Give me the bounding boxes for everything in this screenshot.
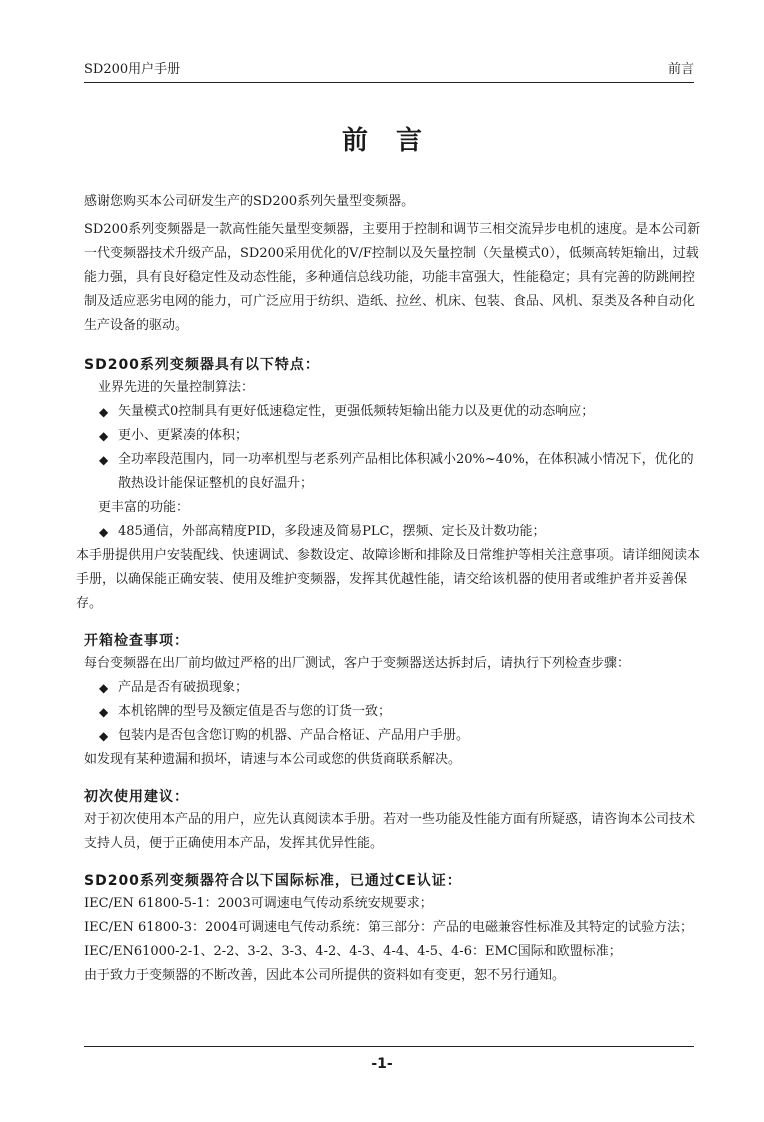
unpacking-intro: 每台变频器在出厂前均做过严格的出厂测试，客户于变频器送达拆封后，请执行下列检查步骤：	[84, 656, 631, 671]
standard-item: IEC/EN 61800-3：2004可调速电气传动系统：第三部分：产品的电磁兼容性标准及其特定的试验方法；	[84, 920, 694, 935]
diamond-bullet-icon: ◆	[99, 453, 109, 467]
feature-bullet-text: 全功率段范围内，同一功率机型与老系列产品相比体积减小20%~40%，在体积减小情况下，优化的散热设计能保证整机的良好温升；	[118, 452, 694, 491]
page-title: 前言	[341, 126, 450, 156]
header-section-title: 前言	[667, 62, 694, 77]
unpacking-heading: 开箱检查事项：	[84, 633, 189, 649]
first-use-paragraph: 对于初次使用本产品的用户，应先认真阅读本手册。若对一些功能及性能方面有所疑惑，请咨询本公司技术支持人员，便于正确使用本产品，发挥其优异性能。	[84, 812, 696, 851]
header-manual-title: SD200用户手册	[84, 62, 181, 77]
feature-bullet	[84, 520, 704, 544]
intro-paragraph: 感谢您购买本公司研发生产的SD200系列矢量型变频器。	[84, 194, 415, 209]
unpacking-bullet-text: 包装内是否包含您订购的机器、产品合格证、产品用户手册。	[118, 728, 470, 743]
features-subheading-1: 业界先进的矢量控制算法：	[98, 380, 255, 395]
diamond-bullet-icon: ◆	[99, 705, 109, 719]
page-header	[84, 60, 694, 83]
diamond-bullet-icon: ◆	[99, 429, 109, 443]
features-subheading-2: 更丰富的功能：	[98, 500, 190, 515]
diamond-bullet-icon: ◆	[99, 405, 109, 419]
standard-item: IEC/EN 61800-5-1：2003可调速电气传动系统安规要求；	[84, 896, 433, 911]
first-use-heading: 初次使用建议：	[84, 789, 189, 805]
unpacking-bullet-text: 本机铭牌的型号及额定值是否与您的订货一致；	[118, 704, 392, 719]
feature-bullet-text: 485通信，外部高精度PID，多段速及简易PLC，摆频、定长及计数功能；	[118, 524, 546, 539]
page-number: -1-	[371, 1056, 393, 1072]
diamond-bullet-icon: ◆	[99, 681, 109, 695]
feature-bullet	[84, 424, 704, 448]
footer-divider	[84, 1046, 694, 1047]
feature-bullet-text: 矢量模式0控制具有更好低速稳定性，更强低频转矩输出能力以及更优的动态响应；	[118, 404, 595, 419]
unpacking-outro: 如发现有某种遗漏和损坏，请速与本公司或您的供货商联系解决。	[84, 752, 462, 767]
standards-heading: SD200系列变频器符合以下国际标准，已通过CE认证：	[84, 873, 462, 889]
unpacking-bullet-text: 产品是否有破损现象；	[118, 680, 249, 695]
diamond-bullet-icon: ◆	[99, 525, 109, 539]
standard-item: IEC/EN61000-2-1、2-2、3-2、3-3、4-2、4-3、4-4、4-5、4-6：EMC国际和欧盟标准；	[84, 944, 622, 959]
diamond-bullet-icon: ◆	[99, 729, 109, 743]
unpacking-bullet	[84, 724, 704, 748]
manual-note-paragraph: 本手册提供用户安装配线、快速调试、参数设定、故障诊断和排除及日常维护等相关注意事项。请详细阅读本手册，以确保能正确安装、使用及维护变频器，发挥其优越性能，请交给该机器的使用者或维护者并妥善保存。	[76, 548, 701, 611]
unpacking-bullet	[84, 676, 704, 700]
description-paragraph: SD200系列变频器是一款高性能矢量型变频器，主要用于控制和调节三相交流异步电机的速度。是本公司新一代变频器技术升级产品，SD200采用优化的V/F控制以及矢量控制（矢量模式0），低频高转矩输出，过载能力强，具有良好稳定性及动态性能，多种通信总线功能，功能丰富强大，性能稳定；具有完善的防跳闸控制及适应恶劣电网的能力，可广泛应用于纺织、造纸、拉丝、机床、包装、食品、风机、泵类及各种自动化生产设备的驱动。	[84, 222, 701, 333]
page-content	[76, 190, 704, 988]
feature-bullet	[84, 448, 704, 496]
feature-bullet-text: 更小、更紧凑的体积；	[118, 428, 249, 443]
feature-bullet	[84, 400, 704, 424]
features-heading: SD200系列变频器具有以下特点：	[84, 357, 320, 373]
closing-paragraph: 由于致力于变频器的不断改善，因此本公司所提供的资料如有变更，恕不另行通知。	[84, 968, 566, 983]
unpacking-bullet	[84, 700, 704, 724]
